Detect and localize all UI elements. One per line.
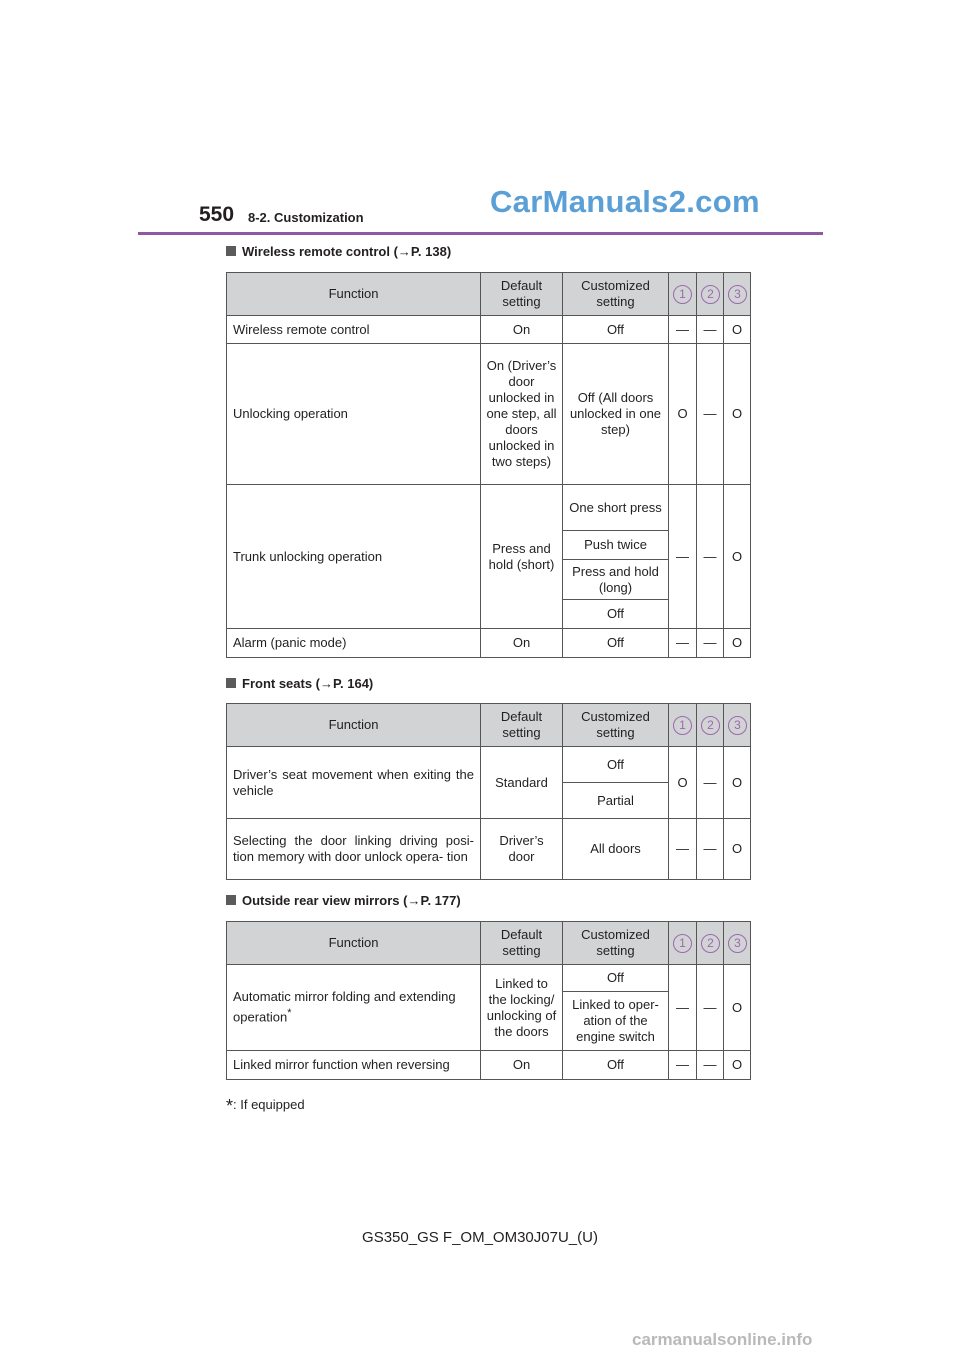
col3-cell: O: [724, 965, 751, 1051]
table-row: [227, 344, 751, 485]
function-cell: Selecting the door linking driving posi- tion memory with door unlock opera- tion: [227, 819, 481, 880]
table-row: [227, 629, 751, 658]
custom-cell: Off: [563, 316, 669, 344]
function-cell: Trunk unlocking operation: [227, 485, 481, 629]
col2-cell: —: [697, 316, 724, 344]
table-header-row: [227, 273, 751, 316]
table-row: [227, 485, 751, 531]
table-header-row: [227, 922, 751, 965]
bullet-square-icon: [226, 246, 236, 256]
default-cell: On (Driver’s door unlocked in one step, all doors unlocked in two steps): [481, 344, 563, 485]
watermark-bottom: carmanualsonline.info: [632, 1330, 813, 1349]
header-customized: Customized setting: [563, 922, 669, 965]
default-cell: On: [481, 1051, 563, 1080]
col1-cell: O: [669, 747, 697, 819]
custom-option-cell: Push twice: [563, 531, 669, 560]
table-row: [227, 747, 751, 783]
col2-cell: —: [697, 965, 724, 1051]
col1-cell: —: [669, 1051, 697, 1080]
header-function: Function: [227, 273, 481, 316]
header-col1: [669, 273, 697, 316]
header-col3: [724, 273, 751, 316]
table-row: [227, 819, 751, 880]
default-cell: On: [481, 629, 563, 658]
default-cell: Driver’s door: [481, 819, 563, 880]
default-cell: Standard: [481, 747, 563, 819]
function-cell: Unlocking operation: [227, 344, 481, 485]
custom-cell: All doors: [563, 819, 669, 880]
circled-3-icon: 3: [728, 285, 747, 304]
function-cell: Wireless remote control: [227, 316, 481, 344]
section-title-text: Wireless remote control (→P. 138): [242, 244, 452, 259]
col1-cell: —: [669, 485, 697, 629]
col2-cell: —: [697, 1051, 724, 1080]
function-cell: [227, 965, 481, 1051]
col3-cell: O: [724, 629, 751, 658]
col2-cell: —: [697, 344, 724, 485]
col2-cell: —: [697, 819, 724, 880]
function-text: Automatic mirror folding and extending operation: [233, 989, 456, 1025]
custom-cell: Off (All doors unlocked in one step): [563, 344, 669, 485]
section-title-mirrors: [226, 893, 461, 908]
header-col3: [724, 922, 751, 965]
header-col2: [697, 704, 724, 747]
table-mirrors: [226, 921, 751, 1080]
header-col1: [669, 704, 697, 747]
custom-option-cell: Off: [563, 747, 669, 783]
default-cell: On: [481, 316, 563, 344]
custom-option-cell: Off: [563, 965, 669, 992]
footnote-marker: *: [287, 1007, 292, 1020]
circled-2-icon: 2: [701, 285, 720, 304]
footnote-mark: *: [226, 1096, 234, 1116]
table-row: [227, 316, 751, 344]
col1-cell: O: [669, 344, 697, 485]
function-cell: Linked mirror function when reversing: [227, 1051, 481, 1080]
default-cell: Linked to the locking/ unlocking of the doors: [481, 965, 563, 1051]
function-cell: Alarm (panic mode): [227, 629, 481, 658]
header-default: Default setting: [481, 704, 563, 747]
header-function: Function: [227, 922, 481, 965]
circled-3-icon: 3: [728, 716, 747, 735]
col2-cell: —: [697, 629, 724, 658]
bullet-square-icon: [226, 678, 236, 688]
header-col3: [724, 704, 751, 747]
header-default: Default setting: [481, 922, 563, 965]
custom-option-cell: Linked to oper- ation of the engine switch: [563, 992, 669, 1051]
custom-option-cell: Partial: [563, 783, 669, 819]
custom-option-cell: One short press: [563, 485, 669, 531]
bullet-square-icon: [226, 895, 236, 905]
circled-2-icon: 2: [701, 716, 720, 735]
custom-option-cell: Press and hold (long): [563, 560, 669, 600]
section-title-front-seats: [226, 676, 373, 691]
table-row: [227, 1051, 751, 1080]
header-col2: [697, 922, 724, 965]
table-wireless-remote: [226, 272, 751, 658]
header-customized: Customized setting: [563, 273, 669, 316]
header-function: Function: [227, 704, 481, 747]
table-header-row: [227, 704, 751, 747]
col1-cell: —: [669, 629, 697, 658]
circled-1-icon: 1: [673, 716, 692, 735]
footnote: [226, 1096, 305, 1117]
circled-1-icon: 1: [673, 934, 692, 953]
page-number: 550: [199, 203, 235, 226]
document-code: GS350_GS F_OM_OM30J07U_(U): [362, 1229, 598, 1246]
col3-cell: O: [724, 316, 751, 344]
col3-cell: O: [724, 819, 751, 880]
col3-cell: O: [724, 485, 751, 629]
header-col2: [697, 273, 724, 316]
col3-cell: O: [724, 1051, 751, 1080]
col1-cell: —: [669, 965, 697, 1051]
col3-cell: O: [724, 747, 751, 819]
custom-cell: Off: [563, 629, 669, 658]
header-default: Default setting: [481, 273, 563, 316]
section-title-text: Front seats (→P. 164): [242, 676, 374, 691]
custom-option-cell: Off: [563, 600, 669, 629]
watermark-top: CarManuals2.com: [490, 184, 760, 219]
circled-1-icon: 1: [673, 285, 692, 304]
footnote-text: : If equipped: [233, 1097, 305, 1112]
header-rule: [138, 232, 823, 235]
header-col1: [669, 922, 697, 965]
table-row: [227, 965, 751, 992]
circled-3-icon: 3: [728, 934, 747, 953]
header-customized: Customized setting: [563, 704, 669, 747]
custom-cell: Off: [563, 1051, 669, 1080]
default-cell: Press and hold (short): [481, 485, 563, 629]
section-title-text: Outside rear view mirrors (→P. 177): [242, 893, 461, 908]
col2-cell: —: [697, 747, 724, 819]
col3-cell: O: [724, 344, 751, 485]
section-title-wireless-remote: [226, 244, 451, 259]
col2-cell: —: [697, 485, 724, 629]
function-cell: Driver’s seat movement when exiting the vehicle: [227, 747, 481, 819]
table-front-seats: [226, 703, 751, 880]
col1-cell: —: [669, 819, 697, 880]
chapter-title: 8-2. Customization: [248, 210, 364, 225]
col1-cell: —: [669, 316, 697, 344]
circled-2-icon: 2: [701, 934, 720, 953]
